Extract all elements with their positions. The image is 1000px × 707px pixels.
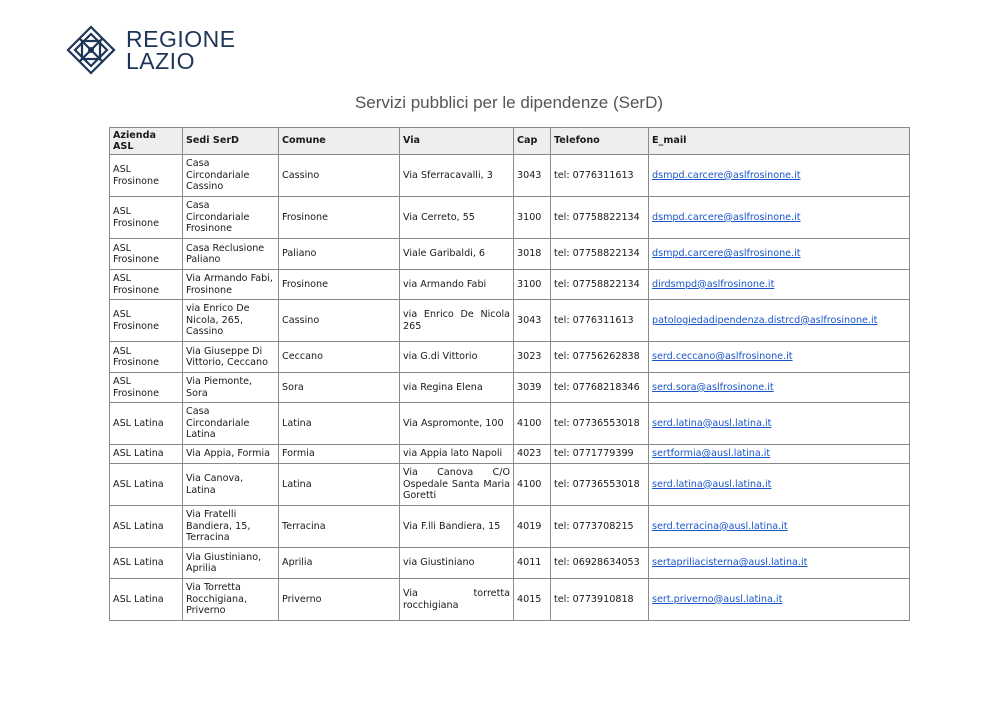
cell-cap: 3023 (514, 342, 551, 373)
logo-line-1: REGIONE (126, 26, 236, 52)
cell-sede: Casa Circondariale Latina (183, 403, 279, 445)
column-header-email: E_mail (649, 128, 910, 155)
cell-comune: Latina (279, 464, 400, 506)
cell-email (649, 506, 910, 548)
email-link[interactable]: serd.terracina@ausl.latina.it (652, 520, 788, 532)
table-row (110, 579, 910, 621)
cell-sede: Via Appia, Formia (183, 445, 279, 464)
column-header-sedi: Sedi SerD (183, 128, 279, 155)
cell-sede: Via Giustiniano, Aprilia (183, 548, 279, 579)
cell-cap: 3018 (514, 239, 551, 270)
cell-comune: Cassino (279, 300, 400, 342)
cell-via: Via Aspromonte, 100 (400, 403, 514, 445)
cell-comune: Frosinone (279, 270, 400, 300)
document-title: Servizi pubblici per le dipendenze (SerD) (354, 93, 664, 112)
cell-via: Via Sferracavalli, 3 (400, 155, 514, 197)
cell-telefono: tel: 06928634053 (551, 548, 649, 579)
table-row (110, 403, 910, 445)
cell-email (649, 464, 910, 506)
email-link[interactable]: dirdsmpd@aslfrosinone.it (652, 278, 775, 290)
cell-cap: 4019 (514, 506, 551, 548)
cell-cap: 3043 (514, 155, 551, 197)
cell-via: Viale Garibaldi, 6 (400, 239, 514, 270)
cell-via: via Enrico De Nicola 265 (400, 300, 514, 342)
cell-cap: 3039 (514, 373, 551, 403)
cell-azienda: ASL Frosinone (110, 342, 183, 373)
table-row (110, 155, 910, 197)
cell-email (649, 239, 910, 270)
cell-cap: 3100 (514, 197, 551, 239)
cell-telefono: tel: 0773910818 (551, 579, 649, 621)
cell-comune: Cassino (279, 155, 400, 197)
table-row (110, 300, 910, 342)
column-header-telefono: Telefono (551, 128, 649, 155)
cell-telefono: tel: 07736553018 (551, 403, 649, 445)
cell-cap: 4023 (514, 445, 551, 464)
cell-cap: 4011 (514, 548, 551, 579)
cell-azienda: ASL Latina (110, 464, 183, 506)
cell-via: via Appia lato Napoli (400, 445, 514, 464)
regione-lazio-logo (66, 25, 236, 75)
cell-azienda: ASL Latina (110, 506, 183, 548)
table-row (110, 506, 910, 548)
cell-email (649, 270, 910, 300)
cell-via: Via Canova C/O Ospedale Santa Maria Goretti (400, 464, 514, 506)
cell-telefono: tel: 07768218346 (551, 373, 649, 403)
table-row (110, 464, 910, 506)
cell-telefono: tel: 0773708215 (551, 506, 649, 548)
email-link[interactable]: dsmpd.carcere@aslfrosinone.it (652, 211, 801, 223)
email-link[interactable]: serd.latina@ausl.latina.it (652, 478, 772, 490)
cell-comune: Latina (279, 403, 400, 445)
cell-telefono: tel: 07758822134 (551, 197, 649, 239)
cell-azienda: ASL Latina (110, 579, 183, 621)
cell-telefono: tel: 07736553018 (551, 464, 649, 506)
cell-email (649, 342, 910, 373)
cell-comune: Priverno (279, 579, 400, 621)
cell-azienda: ASL Latina (110, 445, 183, 464)
cell-email (649, 403, 910, 445)
logo-wordmark (126, 28, 236, 72)
cell-cap: 4100 (514, 403, 551, 445)
cell-azienda: ASL Frosinone (110, 373, 183, 403)
cell-comune: Frosinone (279, 197, 400, 239)
table-header-row (110, 128, 910, 155)
column-header-cap: Cap (514, 128, 551, 155)
column-header-via: Via (400, 128, 514, 155)
cell-via: via Regina Elena (400, 373, 514, 403)
cell-azienda: ASL Frosinone (110, 197, 183, 239)
cell-cap: 4015 (514, 579, 551, 621)
cell-email (649, 548, 910, 579)
cell-via: Via torretta rocchigiana (400, 579, 514, 621)
cell-sede: Via Fratelli Bandiera, 15, Terracina (183, 506, 279, 548)
cell-via: via G.di Vittorio (400, 342, 514, 373)
cell-telefono: tel: 07756262838 (551, 342, 649, 373)
cell-telefono: tel: 07758822134 (551, 270, 649, 300)
cell-comune: Sora (279, 373, 400, 403)
cell-sede: Via Canova, Latina (183, 464, 279, 506)
cell-email (649, 373, 910, 403)
email-link[interactable]: patologiedadipendenza.distrcd@aslfrosinone.it (652, 314, 878, 326)
email-link[interactable]: serd.ceccano@aslfrosinone.it (652, 351, 793, 363)
cell-comune: Paliano (279, 239, 400, 270)
cell-email (649, 579, 910, 621)
table-row (110, 197, 910, 239)
regione-lazio-emblem-icon (66, 25, 116, 75)
cell-azienda: ASL Frosinone (110, 270, 183, 300)
table-row (110, 373, 910, 403)
cell-sede: Via Armando Fabi, Frosinone (183, 270, 279, 300)
cell-telefono: tel: 07758822134 (551, 239, 649, 270)
cell-via: Via Cerreto, 55 (400, 197, 514, 239)
email-link[interactable]: sert.priverno@ausl.latina.it (652, 593, 783, 605)
column-header-azienda: Azienda ASL (110, 128, 183, 155)
cell-sede: Casa Reclusione Paliano (183, 239, 279, 270)
cell-azienda: ASL Frosinone (110, 300, 183, 342)
email-link[interactable]: dsmpd.carcere@aslfrosinone.it (652, 169, 801, 181)
serd-table (109, 127, 910, 621)
logo-line-2: LAZIO (126, 48, 195, 74)
cell-azienda: ASL Frosinone (110, 155, 183, 197)
cell-telefono: tel: 0776311613 (551, 300, 649, 342)
cell-email (649, 155, 910, 197)
cell-cap: 3043 (514, 300, 551, 342)
cell-sede: Casa Circondariale Cassino (183, 155, 279, 197)
cell-comune: Ceccano (279, 342, 400, 373)
cell-via: via Armando Fabi (400, 270, 514, 300)
table-row (110, 445, 910, 464)
cell-via: Via F.lli Bandiera, 15 (400, 506, 514, 548)
cell-email (649, 300, 910, 342)
email-link[interactable]: dsmpd.carcere@aslfrosinone.it (652, 248, 801, 260)
table-row (110, 548, 910, 579)
cell-sede: Casa Circondariale Frosinone (183, 197, 279, 239)
cell-telefono: tel: 0776311613 (551, 155, 649, 197)
cell-sede: Via Giuseppe Di Vittorio, Ceccano (183, 342, 279, 373)
cell-sede: Via Torretta Rocchigiana, Priverno (183, 579, 279, 621)
cell-sede: via Enrico De Nicola, 265, Cassino (183, 300, 279, 342)
cell-email (649, 445, 910, 464)
table-body (110, 155, 910, 621)
cell-comune: Formia (279, 445, 400, 464)
cell-cap: 4100 (514, 464, 551, 506)
cell-via: via Giustiniano (400, 548, 514, 579)
cell-telefono: tel: 0771779399 (551, 445, 649, 464)
email-link[interactable]: sertapriliacisterna@ausl.latina.it (652, 557, 808, 569)
email-link[interactable]: sertformia@ausl.latina.it (652, 448, 771, 460)
email-link[interactable]: serd.sora@aslfrosinone.it (652, 381, 774, 393)
table-row (110, 342, 910, 373)
cell-sede: Via Piemonte, Sora (183, 373, 279, 403)
cell-cap: 3100 (514, 270, 551, 300)
table-row (110, 270, 910, 300)
cell-azienda: ASL Latina (110, 548, 183, 579)
cell-email (649, 197, 910, 239)
cell-comune: Terracina (279, 506, 400, 548)
email-link[interactable]: serd.latina@ausl.latina.it (652, 417, 772, 429)
table-row (110, 239, 910, 270)
cell-azienda: ASL Frosinone (110, 239, 183, 270)
cell-comune: Aprilia (279, 548, 400, 579)
cell-azienda: ASL Latina (110, 403, 183, 445)
column-header-comune: Comune (279, 128, 400, 155)
